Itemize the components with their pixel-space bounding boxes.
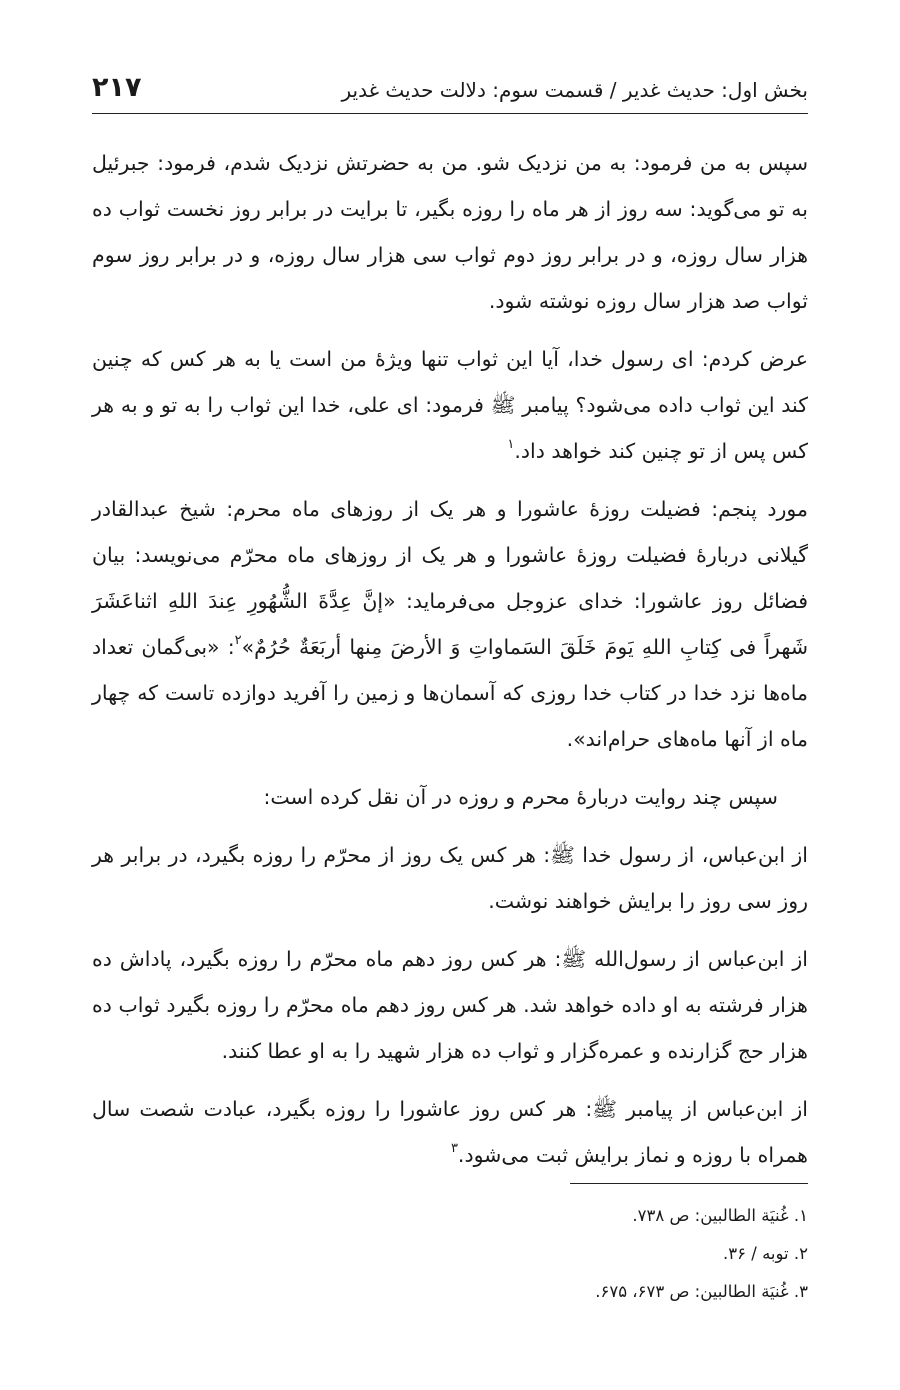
paragraph-text: از ابن‌عباس از رسول‌الله ﷺ: هر کس روز دهم ماه محرّم را روزه بگیرد، پاداش ده هزار فرشته به او داده خواهد شد. هر کس روز دهم ماه محرّم را روزه بگیرد ثواب ده هزار حج گزارنده و عمره‌گزار و ثواب ده هزار شهید را به او عطا کنند. — [92, 947, 808, 1063]
paragraph-text: سپس چند روایت دربارهٔ محرم و روزه در آن نقل کرده است: — [263, 785, 778, 809]
paragraph-text: : «بی‌گمان تعداد ماه‌ها نزد خدا در کتاب خدا روزی که آسمان‌ها و زمین را آفرید دوازده تاست که چهار ماه از آنها ماه‌های حرام‌اند». — [92, 635, 808, 751]
footnote: ۳. غُنیَة الطالبین: ص ۶۷۳، ۶۷۵. — [595, 1282, 808, 1301]
paragraph-text: عرض کردم: ای رسول خدا، آیا این ثواب تنها ویژهٔ من است یا به هر کس که چنین کند این ثواب داده می‌شود؟ پیامبر ﷺ فرمود: ای علی، خدا این ثواب را به تو و به هر کس پس از تو چنین کند خواهد داد. — [92, 347, 808, 463]
paragraph — [92, 774, 808, 820]
paragraph — [92, 140, 808, 324]
footnotes — [92, 1197, 808, 1311]
footnote: ۲. توبه / ۳۶. — [723, 1244, 808, 1263]
paragraph — [92, 1086, 808, 1178]
paragraph-text: از ابن‌عباس، از رسول خدا ﷺ: هر کس یک روز از محرّم را روزه بگیرد، در برابر هر روز سی روز را برایش خواهند نوشت. — [92, 843, 808, 913]
body-text — [92, 140, 808, 1190]
paragraph-text: از ابن‌عباس از پیامبر ﷺ: هر کس روز عاشورا را روزه بگیرد، عبادت شصت سال همراه با روزه و نماز برایش ثبت می‌شود. — [92, 1097, 808, 1167]
paragraph — [92, 936, 808, 1074]
footnote-marker: ۲ — [234, 633, 242, 648]
header-rule — [92, 113, 808, 114]
running-title: بخش اول: حدیث غدیر / قسمت سوم: دلالت حدیث غدیر — [341, 78, 808, 102]
paragraph-text: مورد پنجم: فضیلت روزهٔ عاشورا و هر یک از روزهای ماه محرم: شیخ عبدالقادر گیلانی دربارهٔ فضیلت روزهٔ عاشورا و هر یک از روزهای ماه محرّم می‌نویسد: بیان فضائل روز عاشورا: خدای عزوجل می‌فرماید: «إنَّ عِدَّةَ الشُّهُورِ عِندَ اللهِ اثناعَشَرَ شَهراً فی کِتابِ اللهِ یَومَ خَلَقَ السَماواتِ وَ الأرضَ مِنها أربَعَةٌ حُرُمٌ» — [92, 497, 808, 659]
footnote-separator — [570, 1183, 808, 1184]
paragraph — [92, 486, 808, 762]
paragraph — [92, 832, 808, 924]
paragraph — [92, 336, 808, 474]
footnote: ۱. غُنیَة الطالبین: ص ۷۳۸. — [632, 1206, 808, 1225]
footnote-marker: ۱ — [507, 437, 515, 452]
paragraph-text: سپس به من فرمود: به من نزدیک شو. من به حضرتش نزدیک شدم، فرمود: جبرئیل به تو می‌گوید: سه روز از هر ماه را روزه بگیر، تا برایت در برابر روز نخست ثواب ده هزار سال روزه، و در برابر روز دوم ثواب سی هزار سال روزه، و در برابر روز سوم ثواب صد هزار سال روزه نوشته شود. — [92, 151, 808, 313]
page-header — [92, 66, 808, 110]
page-number: ۲۱۷ — [92, 72, 142, 103]
footnote-marker: ۳ — [450, 1141, 458, 1156]
